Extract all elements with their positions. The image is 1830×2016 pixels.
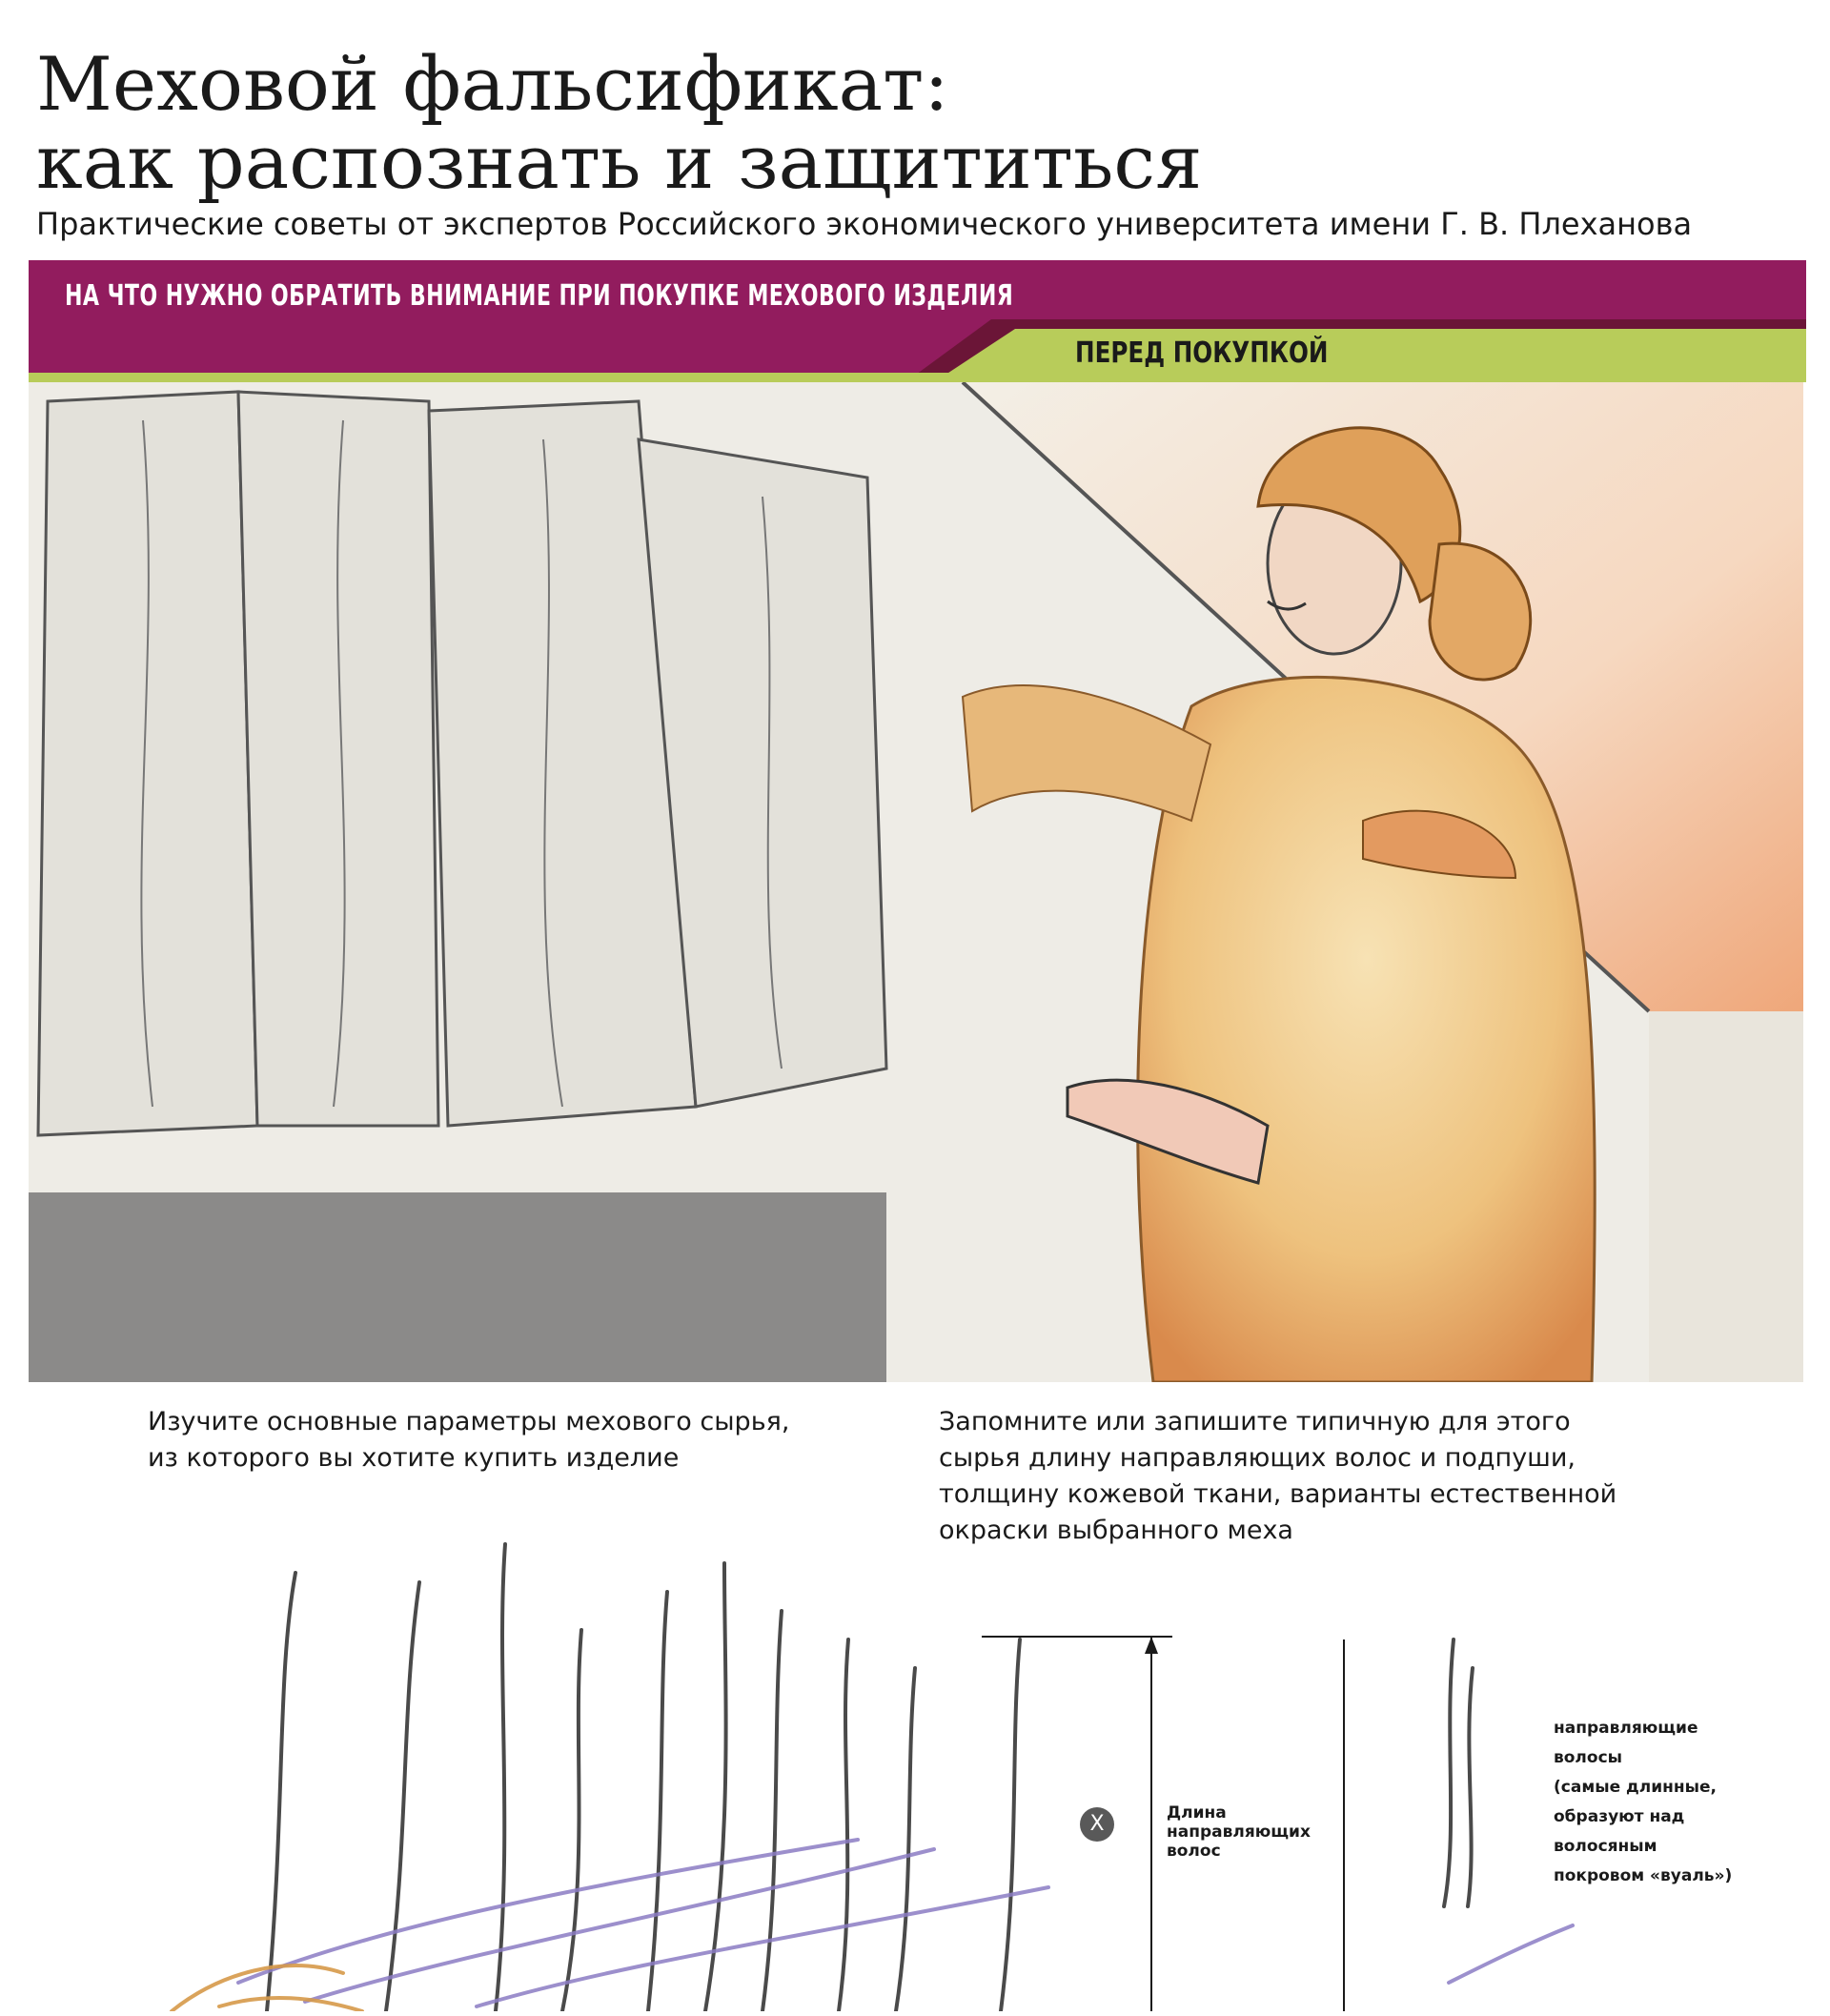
banner-title: НА ЧТО НУЖНО ОБРАТИТЬ ВНИМАНИЕ ПРИ ПОКУПКЕ МЕХОВОГО ИЗДЕЛИЯ: [65, 279, 1014, 313]
length-label-line-3: волос: [1167, 1842, 1221, 1861]
title-line-2: как распознать и защититься: [36, 120, 1203, 206]
length-label-line-2: направляющих: [1167, 1823, 1311, 1842]
hair-label-line-1: направляющие: [1554, 1719, 1698, 1738]
hair-label-line-5: волосяным: [1554, 1837, 1657, 1856]
caption-left-line-2: из которого вы хотите купить изделие: [148, 1443, 680, 1473]
page-title: [36, 42, 1466, 206]
hair-label-line-3: (самые длинные,: [1554, 1778, 1717, 1797]
caption-right-line-1: Запомните или запишите типичную для этого: [939, 1407, 1571, 1436]
caption-right-line-3: толщину кожевой ткани, варианты естественной: [939, 1479, 1617, 1509]
caption-left: [148, 1404, 789, 1476]
length-label: [1167, 1803, 1311, 1861]
guide-hair-label: [1554, 1714, 1732, 1891]
hair-label-line-6: покровом «вуаль»): [1554, 1866, 1733, 1885]
caption-right-line-4: окраски выбранного меха: [939, 1516, 1293, 1545]
section-label: ПЕРЕД ПОКУПКОЙ: [1075, 336, 1329, 370]
hair-label-line-4: образуют над: [1554, 1807, 1685, 1826]
hair-label-line-2: волосы: [1554, 1748, 1623, 1767]
caption-right-line-2: сырья длину направляющих волос и подпуши,: [939, 1443, 1576, 1473]
illustration-drawing: [29, 382, 1803, 1382]
page-subtitle: Практические советы от экспертов Российского экономического университета имени Г. В. Плеханова: [36, 206, 1693, 242]
section-banner: [29, 260, 1806, 382]
x-marker-badge: X: [1080, 1807, 1114, 1842]
shopper-illustration: [29, 382, 1803, 1382]
length-label-line-1: Длина: [1167, 1803, 1227, 1823]
title-line-1: Меховой фальсификат:: [36, 42, 949, 128]
caption-left-line-1: Изучите основные параметры мехового сырья,: [148, 1407, 790, 1436]
